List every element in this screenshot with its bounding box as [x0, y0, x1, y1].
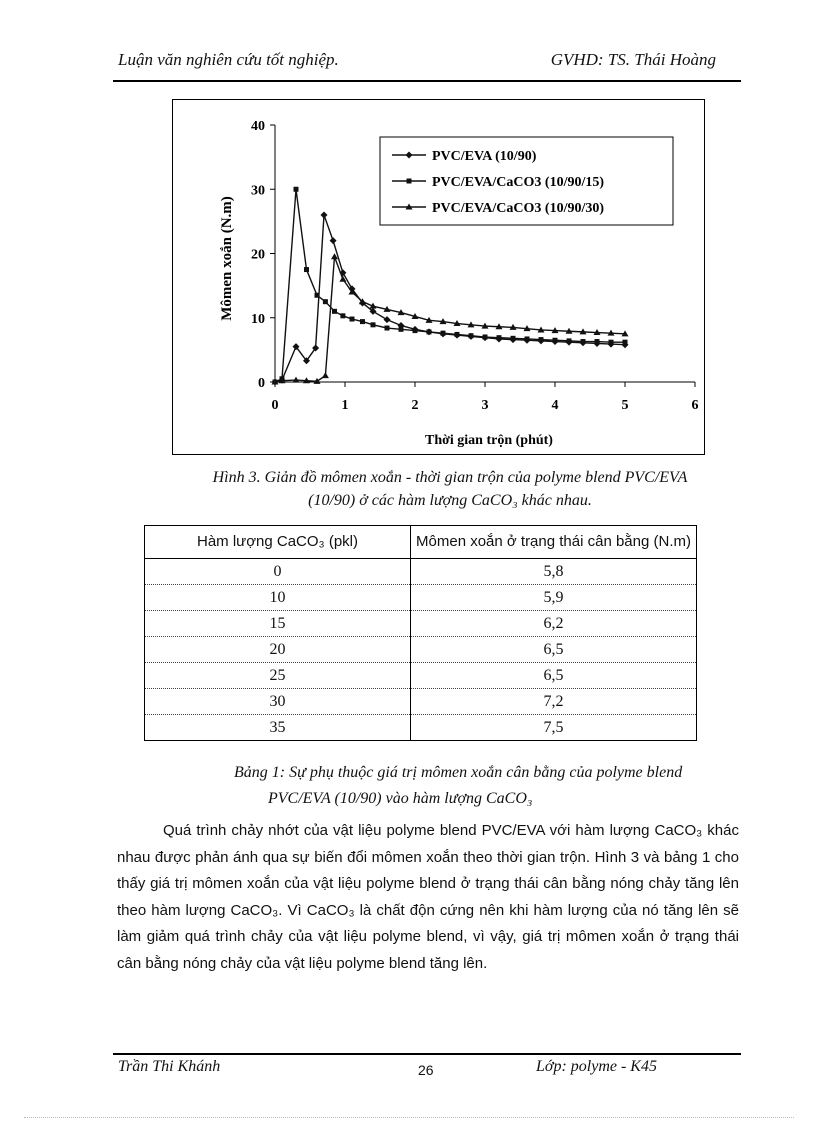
torque-chart-figure [172, 99, 705, 455]
legend-label: PVC/EVA/CaCO3 (10/90/15) [432, 175, 605, 190]
table-cell: 7,5 [411, 715, 697, 741]
page-footer [118, 1058, 738, 1082]
table-cell: 35 [145, 715, 411, 741]
table-cell: 20 [145, 637, 411, 663]
data-point [497, 335, 502, 340]
bottom-dotted-line [24, 1117, 794, 1118]
data-point [525, 336, 530, 341]
data-point [384, 316, 391, 323]
x-tick-label: 2 [411, 398, 419, 413]
page-number: 26 [418, 1062, 434, 1078]
table-cell: 0 [273, 562, 282, 580]
data-point [595, 339, 600, 344]
y-tick-label: 20 [251, 247, 265, 263]
footer-divider [113, 1053, 741, 1055]
table-cell: 5,8 [411, 559, 697, 585]
table-row [145, 559, 697, 585]
data-point [321, 211, 328, 218]
x-tick-label: 4 [551, 398, 559, 413]
data-point [340, 313, 345, 318]
data-point [350, 317, 355, 322]
table-header-torque: Mômen xoắn ở trạng thái cân bằng (N.m) [411, 526, 697, 559]
body-paragraph-text: Quá trình chảy nhớt của vật liệu polyme blend PVC/EVA với hàm lượng CaCO₃ khác nhau được phản ánh qua sự biến đổi mômen xoắn theo thời gian trộn. Hình 3 và bảng 1 cho thấy giá trị mômen xoắn của vật liệu polyme blend ở trạng thái cân bằng nóng chảy tăng lên theo hàm lượng CaCO₃. Vì CaCO₃ là chất độn cứng nên khi hàm lượng của nó tăng lên sẽ làm giảm quá trình chảy của vật liệu polyme blend, vì vậy, giá trị mômen xoắn ở trạng thái cân bằng nóng chảy của vật liệu polyme blend tăng lên. [117, 822, 739, 972]
data-point [330, 237, 337, 244]
table-caption [150, 760, 816, 812]
table-cell: 15 [145, 611, 411, 637]
data-point [539, 337, 544, 342]
y-tick-label: 0 [258, 376, 265, 391]
data-point [413, 328, 418, 333]
y-axis-label: Mômen xoắn (N.m) [219, 196, 235, 321]
data-point [304, 267, 309, 272]
figure-caption [110, 466, 790, 512]
data-point [511, 336, 516, 341]
data-point [469, 333, 474, 338]
figure-caption-line1: Hình 3. Giản đồ mômen xoắn - thời gian trộn của polyme blend PVC/EVA [212, 469, 688, 486]
x-axis-label: Thời gian trộn (phút) [425, 433, 553, 448]
data-point [371, 322, 376, 327]
footer-class: Lớp: polyme - K45 [536, 1058, 657, 1075]
torque-table [144, 525, 697, 741]
data-point [315, 293, 320, 298]
table-caption-line2: PVC/EVA (10/90) vào hàm lượng CaCO₃ [268, 790, 533, 807]
data-point [385, 326, 390, 331]
x-tick-label: 1 [341, 398, 349, 413]
page-header [118, 50, 738, 74]
data-point [323, 299, 328, 304]
series-triangle [272, 253, 629, 384]
header-supervisor: GVHD: TS. Thái Hoàng [550, 50, 716, 69]
data-point [455, 332, 460, 337]
data-point [553, 338, 558, 343]
y-tick-label: 30 [251, 183, 265, 199]
y-tick-label: 40 [251, 119, 265, 134]
data-point [294, 187, 299, 192]
table-row [145, 689, 697, 715]
data-point [441, 331, 446, 336]
data-point [407, 179, 412, 184]
table-cell: 30 [145, 689, 411, 715]
torque-chart [173, 100, 704, 454]
table-cell: 6,5 [411, 663, 697, 689]
table-cell: 6,5 [411, 637, 697, 663]
table-header-row [145, 526, 697, 559]
figure-caption-line2: (10/90) ở các hàm lượng CaCO₃ khác nhau. [308, 492, 592, 509]
x-tick-label: 5 [621, 398, 629, 413]
table-cell: 10 [145, 585, 411, 611]
table-row [145, 637, 697, 663]
data-point [399, 327, 404, 332]
y-tick-label: 10 [251, 311, 265, 327]
table-caption-line1: Bảng 1: Sự phụ thuộc giá trị mômen xoắn cân bằng của polyme blend [234, 764, 683, 781]
data-point [483, 335, 488, 340]
table-cell: 5,9 [411, 585, 697, 611]
series-line [275, 257, 625, 382]
x-tick-label: 6 [691, 398, 699, 413]
x-tick-label: 3 [481, 398, 489, 413]
footer-author: Trần Thi Khánh [118, 1058, 221, 1075]
data-point [567, 338, 572, 343]
table-row [145, 663, 697, 689]
data-point [360, 319, 365, 324]
x-tick-label: 0 [271, 398, 279, 413]
legend-label: PVC/EVA (10/90) [432, 149, 537, 164]
data-point [609, 340, 614, 345]
table-header-content: Hàm lượng CaCO₃ (pkl) [145, 526, 411, 559]
body-paragraph [117, 818, 739, 977]
legend [380, 137, 673, 225]
series-diamond [272, 211, 629, 385]
data-point [581, 339, 586, 344]
data-point [332, 309, 337, 314]
data-point [322, 372, 329, 378]
data-point [427, 329, 432, 334]
header-thesis-title: Luận văn nghiên cứu tốt nghiệp. [118, 50, 339, 69]
table-cell: 7,2 [411, 689, 697, 715]
legend-label: PVC/EVA/CaCO3 (10/90/30) [432, 201, 605, 216]
header-divider [113, 80, 741, 82]
table-cell: 25 [145, 663, 411, 689]
data-point [623, 340, 628, 345]
table-row [145, 585, 697, 611]
table-row [145, 611, 697, 637]
table-cell: 6,2 [411, 611, 697, 637]
table-row [145, 715, 697, 741]
